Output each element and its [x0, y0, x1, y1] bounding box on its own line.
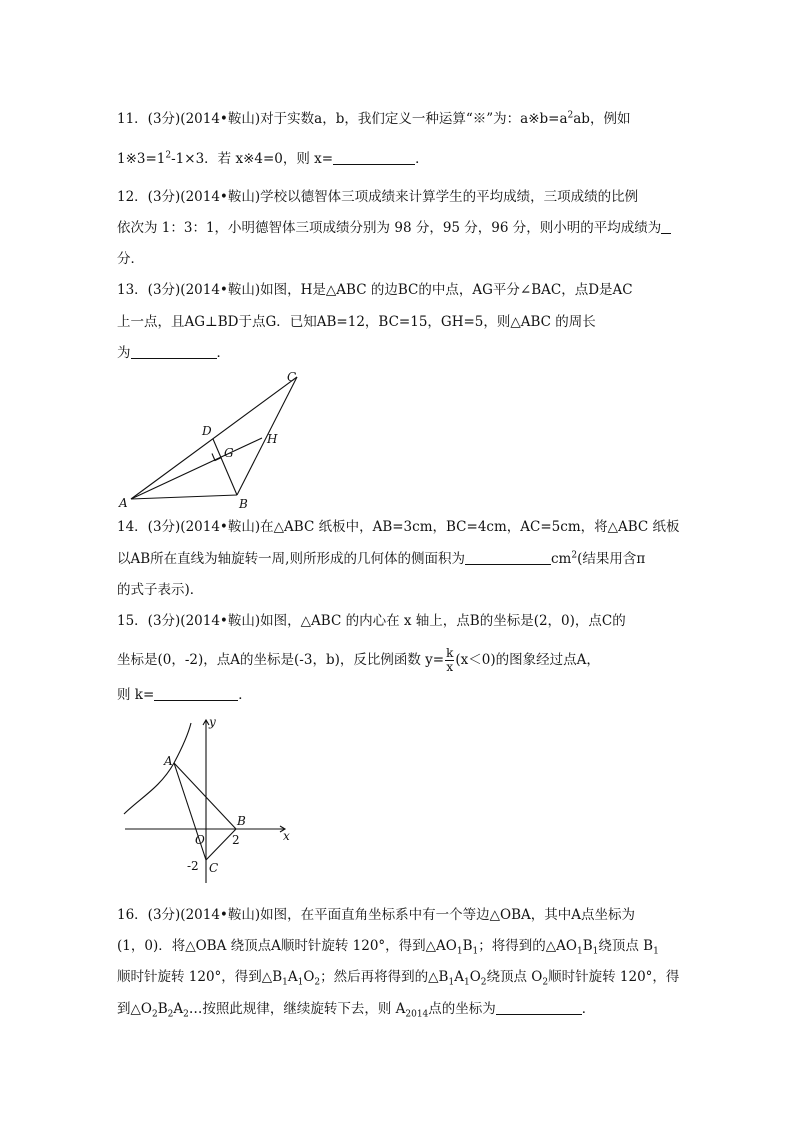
q16-text: 到△O: [117, 1001, 152, 1017]
label-C: C: [287, 370, 297, 384]
subscript: 1: [456, 946, 463, 957]
subscript: 2: [542, 977, 549, 988]
q15-coordinate-figure: [110, 710, 300, 890]
q16-text: O: [303, 969, 315, 985]
answer-blank[interactable]: [496, 1000, 582, 1015]
q16-text: A: [173, 1001, 184, 1017]
subscript: 1: [576, 946, 583, 957]
q16-text: A: [287, 969, 298, 985]
q16-text: …按照此规律，继续旋转下去，则 A: [188, 1001, 406, 1017]
q16-text: 点的坐标为: [428, 1001, 496, 1017]
q11-text: ．: [415, 151, 429, 167]
q15-line-2: [117, 647, 600, 674]
label-A: A: [119, 496, 128, 510]
subscript: 2: [480, 977, 487, 988]
q14-line-3: 的式子表示)．: [117, 582, 204, 598]
q16-text: ；然后再将得到的△B: [320, 969, 449, 985]
subscript: 2014: [405, 1009, 429, 1020]
q12-text: 依次为 1：3：1，小明德智体三项成绩分别为 98 分，95 分，96 分，则小明的平均成绩为: [117, 220, 662, 236]
q15-text: (x＜0)的图象经过点A，: [455, 652, 600, 668]
q16-text: B: [462, 938, 473, 954]
q13-line-2: 上一点，且AG⊥BD于点G．已知AB=12，BC=15，GH=5，则△ABC 的周长: [117, 314, 596, 330]
q16-text: 顺时针旋转 120°，得: [548, 969, 680, 985]
q16-line-2: [117, 937, 659, 955]
label-O: O: [195, 833, 205, 847]
q11-text: -1×3．若 x※4=0，则 x=: [171, 151, 334, 167]
axis-label-y: y: [209, 715, 216, 729]
fraction-denominator: x: [446, 660, 454, 674]
q15-line-1: 15．(3分)(2014•鞍山)如图，△ABC 的内心在 x 轴上，点B的坐标是(2，0)，点C的: [117, 613, 626, 629]
subscript: 1: [448, 977, 455, 988]
answer-blank[interactable]: [661, 219, 671, 234]
label-G: G: [224, 446, 234, 460]
q16-line-3: [117, 968, 679, 986]
q15-text: 坐标是(0，-2)，点A的坐标是(-3，b)，反比例函数 y=: [117, 652, 445, 668]
label-B: B: [237, 814, 246, 828]
subscript: 1: [463, 977, 470, 988]
superscript: 2: [165, 150, 172, 161]
q13-text: 为: [117, 345, 131, 361]
q14-text: (结果用含π: [577, 551, 646, 567]
answer-blank[interactable]: [154, 686, 238, 701]
q16-text: B: [582, 938, 593, 954]
fraction-k-over-x: [445, 647, 454, 674]
q16-text: (1，0)．将△OBA 绕顶点A顺时针旋转 120°，得到△AO: [117, 938, 457, 954]
q14-text: 以AB所在直线为轴旋转一周,则所形成的几何体的侧面积为: [117, 551, 465, 567]
q14-line-2: [117, 550, 645, 568]
answer-blank[interactable]: [333, 150, 415, 165]
q16-text: O: [469, 969, 481, 985]
subscript: 1: [282, 977, 288, 988]
label-B: B: [239, 497, 248, 511]
q16-text: 绕顶点 O: [486, 969, 543, 985]
q16-text: 绕顶点 B: [598, 938, 654, 954]
label-C: C: [209, 861, 219, 875]
q16-text: B: [157, 1001, 168, 1017]
answer-blank[interactable]: [131, 344, 217, 359]
q11-line-2: [117, 150, 429, 168]
q11-text: ab，例如: [573, 111, 631, 127]
q16-line-4: [117, 1000, 595, 1018]
q16-text: ；将得到的△AO: [478, 938, 577, 954]
label-A: A: [164, 754, 173, 768]
subscript: 1: [653, 946, 659, 957]
superscript: 2: [571, 550, 578, 561]
subscript: 1: [592, 946, 599, 957]
q13-line-1: 13．(3分)(2014•鞍山)如图，H是△ABC 的边BC的中点，AG平分∠BAC，点D是AC: [117, 282, 633, 298]
q13-text: ．: [216, 345, 230, 361]
q11-line-1: [117, 110, 630, 128]
q15-line-3: [117, 686, 252, 704]
q11-text: 11．(3分)(2014•鞍山)对于实数a，b，我们定义一种运算“※”为：a※b=a: [117, 111, 568, 127]
q15-text: ．: [238, 687, 252, 703]
tick-label-neg2: -2: [187, 859, 199, 873]
axis-label-x: x: [283, 829, 290, 843]
q13-triangle-figure: [110, 365, 320, 515]
answer-blank[interactable]: [465, 550, 551, 565]
q16-text: 顺时针旋转 120°，得到△B: [117, 969, 283, 985]
q16-text: ．: [581, 1001, 596, 1017]
subscript: 1: [472, 946, 479, 957]
q12-line-1: 12．(3分)(2014•鞍山)学校以德智体三项成绩来计算学生的平均成绩，三项成绩的比例: [117, 189, 639, 205]
subscript: 2: [151, 1009, 158, 1020]
label-H: H: [267, 432, 278, 446]
q11-text: 1※3=1: [117, 151, 166, 167]
superscript: 2: [567, 110, 574, 121]
label-D: D: [202, 424, 212, 438]
q16-line-1: 16．(3分)(2014•鞍山)如图，在平面直角坐标系中有一个等边△OBA，其中A点坐标为: [117, 907, 636, 923]
q15-text: 则 k=: [117, 687, 155, 703]
q12-line-3: 分．: [117, 251, 144, 267]
tick-label-2: 2: [232, 833, 240, 847]
subscript: 2: [167, 1009, 174, 1020]
subscript: 1: [297, 977, 304, 988]
q12-line-2: [117, 219, 671, 237]
q14-text: cm: [550, 551, 572, 567]
subscript: 2: [183, 1009, 189, 1020]
fraction-numerator: k: [446, 646, 454, 660]
q13-line-3: [117, 344, 230, 362]
q16-text: A: [454, 969, 464, 985]
subscript: 2: [314, 977, 321, 988]
q14-line-1: 14．(3分)(2014•鞍山)在△ABC 纸板中，AB=3cm，BC=4cm，AC=5cm，将△ABC 纸板: [117, 519, 680, 535]
